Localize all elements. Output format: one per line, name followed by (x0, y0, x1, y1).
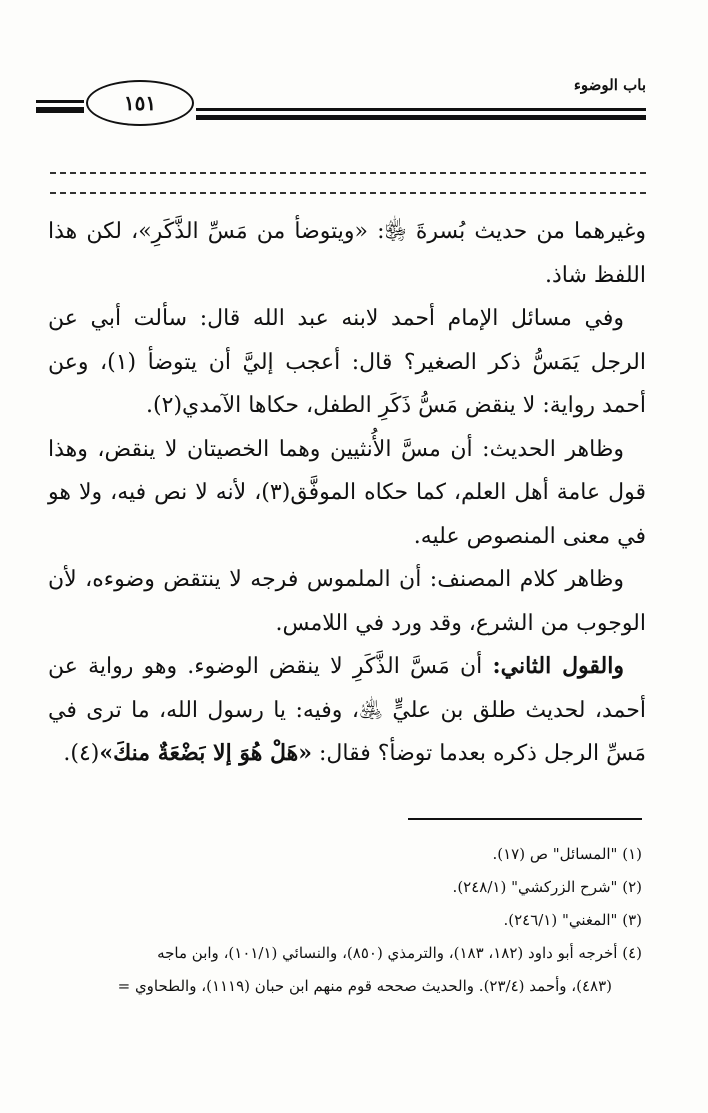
page-header (36, 76, 646, 130)
footnote-3: (٣) "المغني" (٢٤٦/١). (503, 911, 642, 929)
chapter-title: باب الوضوء (573, 76, 646, 94)
footnote-rule (408, 818, 642, 820)
separator-dashes-top (50, 172, 646, 174)
header-rule-right (196, 108, 646, 111)
paragraph-5-text: أن مَسَّ الذَّكَرِ لا ينقض الوضوء. وهو رواية عن أحمد، لحديث طلق بن عليٍّ ﵁، وفيه: يا رسول الله، ما ترى في مَسِّ الرجل ذكره بعدما توضأ؟ فقال: (48, 654, 646, 766)
paragraph-5-end: (٤). (63, 741, 100, 766)
paragraph-1: وغيرهما من حديث بُسرةَ ﵂: «ويتوضأ من مَسِّ الذَّكَرِ»، لكن هذا اللفظ شاذ. (48, 219, 646, 288)
paragraph-4: وظاهر كلام المصنف: أن الملموس فرجه لا ينتقض وضوءه، لأن الوجوب من الشرع، وقد ورد في اللامس. (48, 567, 646, 636)
second-opinion-heading: والقول الثاني: (492, 653, 624, 679)
header-rule-right-thick (196, 115, 646, 120)
separator-dashes-bottom (50, 192, 646, 194)
paragraph-5 (48, 645, 646, 776)
footnotes (42, 838, 642, 1003)
paragraph-3: وظاهر الحديث: أن مسَّ الأُنثيين وهما الخصيتان لا ينقض، وهذا قول عامة أهل العلم، كما حكاه الموفَّق(٣)، لأنه لا نص فيه، ولا هو في معنى المنصوص عليه. (48, 436, 646, 549)
page-number: ١٥١ (86, 80, 194, 126)
paragraph-2: وفي مسائل الإمام أحمد لابنه عبد الله قال: سألت أبي عن الرجل يَمَسُّ ذكر الصغير؟ قال: أعجب إليَّ أن يتوضأ (١)، وعن أحمد رواية: لا ينقض مَسُّ ذَكَرِ الطفل، حكاها الآمدي(٢). (48, 306, 646, 418)
header-rule-left-thick (36, 107, 84, 113)
footnote-2: (٢) "شرح الزركشي" (٢٤٨/١). (452, 878, 642, 896)
footnote-4-continued: (٤٨٣)، وأحمد (٢٣/٤). والحديث صححه قوم منهم ابن حبان (١١١٩)، والطحاوي = (117, 977, 612, 995)
hadith-quote: «هَلْ هُوَ إلا بَضْعَةٌ منكَ» (99, 740, 312, 766)
header-rule-left (36, 100, 84, 103)
footnote-1: (١) "المسائل" ص (١٧). (492, 845, 642, 863)
body-text (48, 210, 646, 776)
footnote-4: (٤) أخرجه أبو داود (١٨٢، ١٨٣)، والترمذي (٨٥٠)، والنسائي (١٠١/١)، وابن ماجه (157, 944, 642, 962)
